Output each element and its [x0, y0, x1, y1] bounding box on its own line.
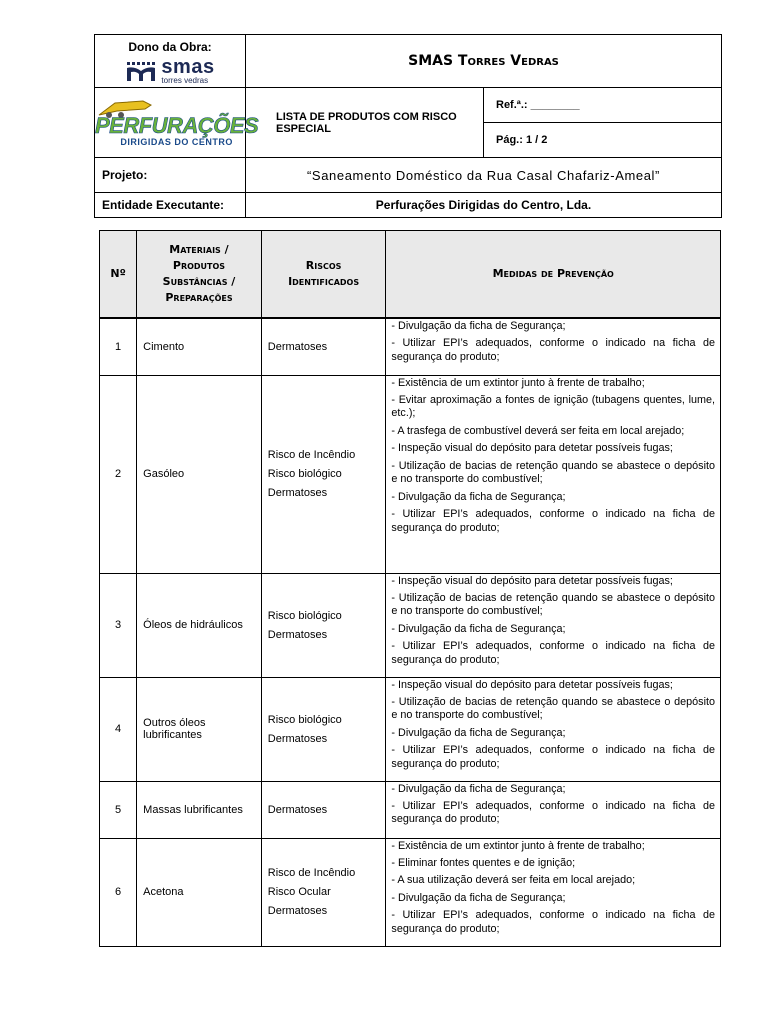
- table-row: [100, 781, 721, 838]
- company-title: SMAS Torres Vedras: [246, 35, 722, 88]
- reference-cell: [484, 88, 722, 158]
- measure-item: - Divulgação da ficha de Segurança;: [391, 320, 566, 332]
- row-measures: [386, 573, 721, 677]
- measure-item: - Evitar aproximação a fontes de ignição (tubagens quentes, lume, etc.);: [391, 393, 715, 420]
- risk-item: Risco de Incêndio: [267, 449, 356, 461]
- measure-item: - Eliminar fontes quentes e de ignição;: [391, 856, 576, 869]
- table-row: [100, 573, 721, 677]
- row-risks: [261, 318, 386, 375]
- measure-item: - Utilizar EPI’s adequados, conforme o indicado na ficha de segurança do produto;: [391, 909, 715, 935]
- row-measures: [386, 677, 721, 781]
- col-header-materials-line: Materiais /: [169, 243, 229, 257]
- row-material: Gasóleo: [137, 375, 262, 573]
- row-measures: [386, 318, 721, 375]
- measure-item: - Utilizar EPI’s adequados, conforme o indicado na ficha de segurança do produto;: [391, 640, 715, 666]
- entity-label: Entidade Executante:: [95, 193, 246, 218]
- risk-item: Dermatoses: [267, 340, 328, 353]
- measure-item: - Inspeção visual do depósito para detetar possíveis fugas;: [391, 574, 673, 587]
- smas-logo-word: smas: [161, 55, 215, 78]
- risk-item: Risco biológico: [267, 609, 342, 622]
- row-number: 5: [100, 781, 137, 838]
- table-row: [100, 677, 721, 781]
- perf-logo: [95, 97, 258, 147]
- row-material: Óleos de hidráulicos: [137, 573, 262, 677]
- perf-logo-word: PERFURAÇÕES: [95, 113, 259, 138]
- row-risks: [261, 677, 386, 781]
- measure-item: - Divulgação da ficha de Segurança;: [391, 622, 566, 635]
- owner-label: Dono da Obra:: [128, 39, 212, 54]
- risk-products-table: [99, 230, 721, 947]
- row-material: Cimento: [137, 318, 262, 375]
- measure-item: - Utilização de bacias de retenção quando se abastece o depósito e no transporte do combustível;: [391, 459, 715, 486]
- col-header-number: Nº: [100, 231, 137, 319]
- risk-item: Dermatoses: [267, 732, 328, 745]
- document-header: [94, 34, 722, 218]
- row-risks: [261, 573, 386, 677]
- col-header-risks-line: Riscos: [305, 259, 342, 273]
- measure-item: - Inspeção visual do depósito para detetar possíveis fugas;: [391, 442, 673, 455]
- measure-item: - Inspeção visual do depósito para detetar possíveis fugas;: [391, 678, 673, 691]
- risk-item: Dermatoses: [267, 803, 328, 816]
- document-title: LISTA DE PRODUTOS COM RISCO ESPECIAL: [246, 88, 484, 158]
- measure-item: - Divulgação da ficha de Segurança;: [391, 490, 566, 503]
- measure-item: - Divulgação da ficha de Segurança;: [391, 726, 566, 739]
- col-header-risks: [261, 231, 386, 319]
- perf-logo-cell: [95, 88, 259, 158]
- risk-item: Dermatoses: [267, 487, 328, 499]
- col-header-materials-line: Produtos: [172, 259, 226, 273]
- col-header-materials-line: Substâncias /: [162, 275, 236, 288]
- measure-item: - Existência de um extintor junto à frente de trabalho;: [391, 839, 645, 852]
- entity-value: Perfurações Dirigidas do Centro, Lda.: [246, 193, 722, 218]
- measure-item: - Divulgação da ficha de Segurança;: [391, 891, 566, 904]
- smas-logo: [95, 57, 245, 85]
- table-row: [100, 318, 721, 375]
- row-number: 3: [100, 573, 137, 677]
- risk-item: Risco de Incêndio: [267, 867, 356, 879]
- owner-cell: [95, 35, 246, 88]
- col-header-measures: Medidas de Prevenção: [386, 231, 721, 319]
- row-number: 1: [100, 318, 137, 375]
- measure-item: - Utilizar EPI’s adequados, conforme o indicado na ficha de segurança do produto;: [391, 337, 715, 363]
- row-material: Outros óleos lubrificantes: [137, 677, 262, 781]
- measure-item: - Utilizar EPI’s adequados, conforme o indicado na ficha de segurança do produto;: [391, 799, 715, 826]
- risk-item: Dermatoses: [267, 905, 328, 917]
- col-header-risks-line: Identificados: [288, 275, 360, 288]
- row-number: 2: [100, 375, 137, 573]
- table-body: [100, 318, 721, 946]
- row-material: Massas lubrificantes: [137, 781, 262, 838]
- page-number: Pág.: 1 / 2: [496, 134, 548, 146]
- col-header-materials: [137, 231, 262, 319]
- measure-item: - Utilização de bacias de retenção quando se abastece o depósito e no transporte do combustível;: [391, 591, 715, 618]
- row-number: 4: [100, 677, 137, 781]
- measure-item: - Utilizar EPI’s adequados, conforme o indicado na ficha de segurança do produto;: [391, 508, 715, 534]
- row-measures: [386, 375, 721, 573]
- risk-item: Risco Ocular: [267, 886, 331, 898]
- project-label: Projeto:: [95, 158, 246, 193]
- project-value: “Saneamento Doméstico da Rua Casal Chafariz-Ameal”: [246, 158, 722, 193]
- row-risks: [261, 781, 386, 838]
- risk-item: Risco biológico: [267, 468, 342, 480]
- measure-item: - Existência de um extintor junto à frente de trabalho;: [391, 376, 645, 389]
- row-measures: [386, 781, 721, 838]
- table-row: [100, 838, 721, 946]
- measure-item: - Divulgação da ficha de Segurança;: [391, 782, 566, 795]
- row-number: 6: [100, 838, 137, 946]
- smas-emblem-icon: [125, 59, 157, 83]
- row-measures: [386, 838, 721, 946]
- reference-number: Ref.ª.: ________: [484, 88, 721, 123]
- measure-item: - A sua utilização deverá ser feita em local arejado;: [391, 874, 636, 887]
- risk-item: Risco biológico: [267, 713, 342, 726]
- smas-logo-sub: torres vedras: [161, 75, 209, 85]
- measure-item: - Utilização de bacias de retenção quando se abastece o depósito e no transporte do combustível;: [391, 695, 715, 722]
- row-risks: [261, 838, 386, 946]
- perf-logo-sub: DIRIGIDAS DO CENTRO: [120, 137, 233, 147]
- measure-item: - A trasfega de combustível deverá ser feita em local arejado;: [391, 424, 685, 437]
- table-header-row: [100, 231, 721, 319]
- col-header-materials-line: Preparações: [165, 290, 233, 304]
- row-risks: [261, 375, 386, 573]
- row-material: Acetona: [137, 838, 262, 946]
- measure-item: - Utilizar EPI’s adequados, conforme o indicado na ficha de segurança do produto;: [391, 744, 715, 770]
- risk-item: Dermatoses: [267, 628, 328, 641]
- table-row: [100, 375, 721, 573]
